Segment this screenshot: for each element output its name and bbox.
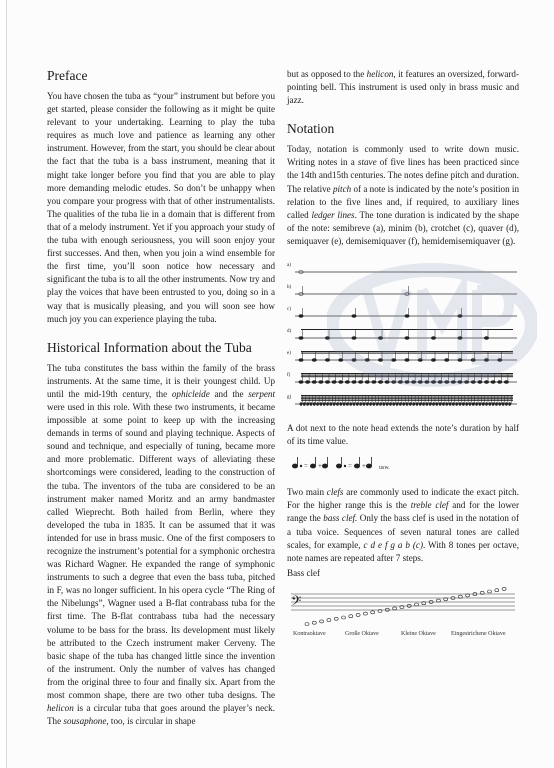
range-label-one-line: Eingestrichene Oktave	[451, 630, 506, 637]
rhythm-row-label: b)	[287, 285, 292, 291]
note-head	[472, 403, 474, 406]
note-head	[466, 403, 468, 406]
history-heading: Historical Information about the Tuba	[47, 339, 252, 355]
note-head	[389, 403, 391, 406]
preface-paragraph: You have chosen the tuba as “your” instrument but before you get started, please consider the following as it might be quite relevant to your undertaking. Learning to play the tuba requires as much love and patience as learning any other instrument. However, from the start, you should be clear about the fact that the tuba is a bass instrument, meaning that it might take longer before you find that you are able to play more demanding melodic etudes. So don’t be unhappy when you compare your progress with that of other instrumentalists. The qualities of the tuba lie in a domain that is different from that of a melody instrument. Yet if you approach your study of the tuba with enough seriousness, you will soon enjoy your first successes. And then, when you join a wind ensemble for the first time, you’ll soon notice how necessary and significant the tuba is to all the other instruments. Now try and play the voices that have been entrusted to you, doing so in a way that is musically pleasing, and you will soon see how much joy you can experience playing the tuba.	[47, 91, 275, 324]
note-head	[300, 403, 302, 406]
note-head	[436, 403, 438, 406]
note-beam	[301, 375, 513, 376]
note-head	[316, 403, 318, 406]
note-head	[505, 403, 507, 406]
note-head	[432, 403, 434, 406]
scale-note	[349, 615, 353, 618]
history-paragraph: The tuba constitutes the bass within the family of the brass instruments. At the same time, it is their youngest child. Up until the mid-19th century, the ophicleide and the serpent were used in this role. With these two instruments, it became impossible at some point to keep up with the increasing demands in terms of sound and playing technique. Aspects of sound and technique, and especially of tuning, became more and more problematic. Different ways of alleviating these shortcomings were considered, leading to the construction of the tuba. The inventors of the tuba are considered to be an instrument maker named Moritz and an army bandmaster called Wieprecht. Both hailed from Berlin, where they developed the tuba in 1835. It can be assumed that it was intended for use in brass music. One of the first composers to recognize the instrument’s potential for a symphonic orchestra was Richard Wagner. He expanded the range of symphonic instruments to such a degree that even the bass tuba, pitched in F, was no longer sufficient. In his opera cycle “The Ring of the Nibelungs”, Wagner used a B-flat contrabass tuba for the first time. The B-flat contrabass tuba had the necessary volume to be bass for the brass. Its development must likely be attributed to the Czech instrument maker Cerveny. The basic shape of the tuba has changed little since the invention of the instrument. Only the number of valves has changed from the original three to four and finally six. Apart from the most common shape, there are two other tuba designs. The helicon is a circular tuba that goes around the player’s neck. The sousaphone, too, is circular in shape	[47, 362, 275, 727]
rhythm-row-label: g)	[287, 395, 292, 401]
note-head	[469, 403, 471, 406]
note-head	[379, 403, 381, 406]
svg-text:=: =	[348, 462, 352, 471]
note-beam	[301, 329, 513, 330]
scale-note	[488, 590, 492, 593]
note-head	[346, 403, 348, 406]
note-beam	[301, 351, 513, 352]
note-head	[413, 403, 415, 406]
note-head	[366, 403, 368, 406]
note-head	[459, 403, 461, 406]
document-page	[6, 0, 554, 768]
svg-text:+: +	[362, 462, 366, 471]
svg-text:+: +	[318, 462, 322, 471]
note-values-figure	[287, 254, 519, 414]
note-head	[475, 403, 477, 406]
note-head	[313, 403, 315, 406]
note-head	[353, 403, 355, 406]
note-head	[303, 403, 305, 406]
bass-clef-label: Bass clef	[287, 567, 321, 578]
note-head	[482, 403, 484, 406]
note-head	[383, 403, 385, 406]
note-head	[409, 403, 411, 406]
note-head	[499, 403, 501, 406]
range-label-small: Kleine Oktave	[401, 630, 436, 637]
scale-note	[466, 594, 470, 597]
note-head	[307, 403, 309, 406]
note-head	[320, 403, 322, 406]
rhythm-row-label: c)	[287, 307, 291, 313]
scale-note	[305, 622, 309, 625]
note-head	[360, 403, 362, 406]
range-labels	[287, 628, 519, 638]
scale-note	[415, 603, 419, 606]
note-head	[403, 403, 405, 406]
scale-note	[342, 616, 346, 619]
note-head	[502, 403, 504, 406]
scale-note	[312, 621, 316, 624]
note-beam	[301, 398, 513, 399]
note-head	[350, 403, 352, 406]
note-head	[485, 403, 487, 406]
rhythm-row-label: d)	[287, 329, 292, 335]
scale-note	[436, 599, 440, 602]
preface-heading: Preface	[47, 68, 88, 83]
dotted-notes-example	[287, 454, 519, 476]
note-head	[416, 403, 418, 406]
rhythm-row-label: f)	[287, 373, 291, 379]
note-head	[376, 403, 378, 406]
scale-note	[371, 611, 375, 614]
note-head	[396, 403, 398, 406]
scale-note	[327, 618, 331, 621]
note-head	[509, 403, 511, 406]
note-head	[462, 403, 464, 406]
continuation-paragraph: but as opposed to the helicon, it features an oversized, forward-pointing bell. This instrument is used only in brass music and jazz.	[287, 69, 519, 106]
note-head	[343, 403, 345, 406]
notation-paragraph: Today, notation is commonly used to write down music. Writing notes in a stave of five lines has been practiced since the 14th and15th centuries. The notes define pitch and duration. The relative pitch of a note is indicated by the note’s position in relation to the five lines and, if required, to auxiliary lines called ledger lines. The tone duration is indicated by the shape of the note: semibreve (a), minim (b), crotchet (c), quaver (d), semiquaver (e), demisemiquaver (f), hemidemisemiquaver (g).	[287, 144, 520, 246]
note-beam	[301, 373, 513, 374]
note-head	[439, 403, 441, 406]
note-head	[452, 403, 454, 406]
scale-note	[334, 617, 338, 620]
range-label-great: Große Oktave	[345, 630, 379, 637]
scale-note	[363, 612, 367, 615]
note-beam	[301, 353, 513, 354]
note-head	[406, 403, 408, 406]
note-head	[495, 403, 497, 406]
note-head	[489, 403, 491, 406]
clefs-paragraph: Two main clefs are commonly used to indicate the exact pitch. For the higher range this is the treble clef and for the lower range the bass clef. Only the bass clef is used in the notation of a tuba voice. Sequences of seven natural tones are called scales, for example, c d e f g a b (c). With 8 tones per octave, note names are repeated after 7 steps.	[287, 487, 520, 563]
svg-text:=: =	[304, 462, 308, 471]
note-head	[310, 403, 312, 406]
scale-note	[356, 613, 360, 616]
rhythm-row-label: a)	[287, 263, 291, 269]
rhythm-row-label: e)	[287, 351, 291, 357]
note-head	[330, 403, 332, 406]
note-head	[492, 403, 494, 406]
note-head	[363, 403, 365, 406]
note-head	[393, 403, 395, 406]
dot-paragraph: A dot next to the note head extends the note’s duration by half of its time value.	[287, 423, 519, 447]
right-column	[287, 68, 519, 652]
note-beam	[301, 400, 513, 401]
scale-note	[495, 589, 499, 592]
note-beam	[301, 395, 513, 396]
note-head	[399, 403, 401, 406]
note-head	[426, 403, 428, 406]
note-head	[422, 403, 424, 406]
bass-clef-icon: 𝄢	[291, 594, 302, 612]
left-column	[47, 68, 275, 734]
bass-clef-range-figure	[287, 580, 519, 652]
note-head	[340, 403, 342, 406]
note-head	[449, 403, 451, 406]
note-head	[373, 403, 375, 406]
note-head	[386, 403, 388, 406]
scale-note	[393, 607, 397, 610]
note-head	[333, 403, 335, 406]
note-head	[369, 403, 371, 406]
note-values-notation	[287, 254, 519, 414]
notation-heading: Notation	[287, 121, 335, 137]
range-label-contra: Kontraoktave	[293, 630, 326, 637]
note-head	[419, 403, 421, 406]
note-head	[429, 403, 431, 406]
note-head	[456, 403, 458, 406]
note-beam	[301, 397, 513, 398]
scale-note	[320, 620, 324, 623]
note-head	[446, 403, 448, 406]
note-head	[442, 403, 444, 406]
note-head	[356, 403, 358, 406]
dotted-example-label: usw.	[379, 465, 390, 472]
note-head	[326, 403, 328, 406]
note-head	[479, 403, 481, 406]
note-beam	[301, 376, 513, 377]
note-head	[323, 403, 325, 406]
scale-note	[502, 587, 506, 590]
note-head	[336, 403, 338, 406]
